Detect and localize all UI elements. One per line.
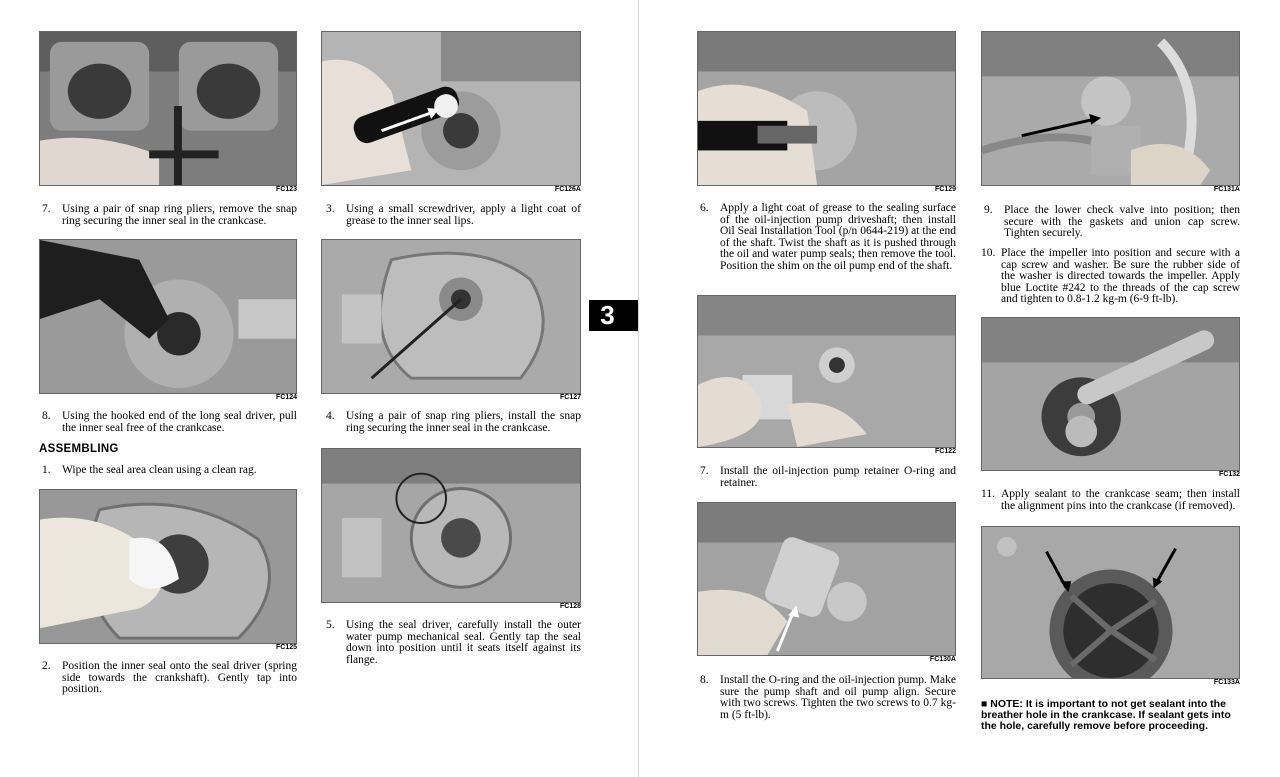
figure-label-fc132: FC132: [1218, 471, 1240, 478]
step-text: Using a pair of snap ring pliers, remove the snap ring securing the inner seal in the crankcase.: [62, 203, 297, 227]
step-number: 1.: [42, 464, 51, 476]
photo-fc133a: [981, 526, 1240, 679]
figure-label-fc130a: FC130A: [929, 656, 956, 663]
step-10-right: [981, 248, 1240, 306]
step-1-left: [42, 465, 297, 477]
photo-fc124: [39, 239, 297, 394]
step-text: Install the O-ring and the oil-injection pump. Make sure the pump shaft and oil pump align. Secure with two screws. Tighten the two screws to 0.7 kg-m (5 ft-lb).: [720, 674, 956, 721]
step-number: 7.: [42, 203, 51, 215]
step-text: Using a pair of snap ring pliers, install the snap ring securing the inner seal in the crankcase.: [346, 410, 581, 434]
step-5-left: [326, 620, 581, 666]
photo-fc122: [697, 295, 956, 448]
step-text: Apply a light coat of grease to the sealing surface of the oil-injection pump driveshaft; then install Oil Seal Installation Tool (p/n 0644-219) at the end of the shaft. Twist the shaft as it is pushed through the oil and water pump seals; then remove the tool. Position the shim on the oil pump end of the shaft.: [720, 202, 956, 272]
step-4-left: [326, 411, 581, 434]
step-number: 5.: [326, 619, 335, 631]
photo-fc125: [39, 489, 297, 644]
note-sealant: ■ NOTE: It is important to not get sealant into the breather hole in the crankcase. If sealant gets into the hole, carefully remove before proceeding.: [981, 698, 1231, 732]
photo-fc128: [321, 448, 581, 603]
step-number: 11.: [981, 488, 995, 500]
photo-fc127: [321, 239, 581, 394]
step-text: Apply sealant to the crankcase seam; then install the alignment pins into the crankcase (if removed).: [1001, 488, 1240, 512]
step-number: 4.: [326, 410, 335, 422]
step-9-right: [984, 205, 1240, 240]
chapter-tab: 3: [589, 300, 638, 331]
figure-label-fc128: FC128: [559, 603, 581, 610]
step-8-right: [700, 675, 956, 721]
step-7-left: [42, 204, 297, 227]
step-number: 2.: [42, 660, 51, 672]
figure-label-fc125: FC125: [275, 644, 297, 651]
step-number: 3.: [326, 203, 335, 215]
step-6-right: [700, 203, 956, 272]
photo-fc130a: [697, 502, 956, 656]
photo-fc126a: [321, 31, 581, 186]
step-number: 6.: [700, 202, 709, 214]
figure-label-fc123: FC123: [275, 186, 297, 193]
step-number: 9.: [984, 204, 993, 216]
page-divider: [638, 0, 639, 777]
step-text: Using the seal driver, carefully install the outer water pump mechanical seal. Gently tap the seal down into position until it seats itself against its flange.: [346, 619, 581, 666]
figure-label-fc122: FC122: [934, 448, 956, 455]
figure-label-fc127: FC127: [559, 394, 581, 401]
figure-label-fc124: FC124: [275, 394, 297, 401]
section-heading-assembling: ASSEMBLING: [39, 443, 119, 455]
step-text: Wipe the seal area clean using a clean rag.: [62, 464, 257, 476]
step-text: Using a small screwdriver, apply a light coat of grease to the inner seal lips.: [346, 203, 581, 227]
step-3-left: [326, 204, 581, 227]
photo-fc123: [39, 31, 297, 186]
figure-label-fc126a: FC126A: [554, 186, 581, 193]
step-text: Install the oil-injection pump retainer O-ring and retainer.: [720, 465, 956, 489]
step-2-left: [42, 661, 297, 696]
photo-fc132: [981, 317, 1240, 471]
step-8-left: [42, 411, 297, 434]
step-number: 8.: [700, 674, 709, 686]
photo-fc131a: [981, 31, 1240, 186]
step-7-right: [700, 466, 956, 489]
step-number: 7.: [700, 465, 709, 477]
step-11-right: [981, 489, 1240, 512]
step-text: Using the hooked end of the long seal driver, pull the inner seal free of the crankcase.: [62, 410, 297, 434]
figure-label-fc131a: FC131A: [1213, 186, 1240, 193]
step-text: Place the impeller into position and secure with a cap screw and washer. Be sure the rubber side of the washer is directed towards the impeller. Apply blue Loctite #242 to the threads of the cap screw and tighten to 0.8-1.2 kg-m (6-9 ft-lb).: [1001, 247, 1240, 305]
step-number: 10.: [981, 247, 996, 259]
step-number: 8.: [42, 410, 51, 422]
step-text: Place the lower check valve into position; then secure with the gaskets and union cap screw. Tighten securely.: [1004, 204, 1240, 239]
figure-label-fc129: FC129: [934, 186, 956, 193]
photo-fc129: [697, 31, 956, 186]
figure-label-fc133a: FC133A: [1213, 679, 1240, 686]
step-text: Position the inner seal onto the seal driver (spring side towards the crankshaft). Gently tap into position.: [62, 660, 297, 695]
